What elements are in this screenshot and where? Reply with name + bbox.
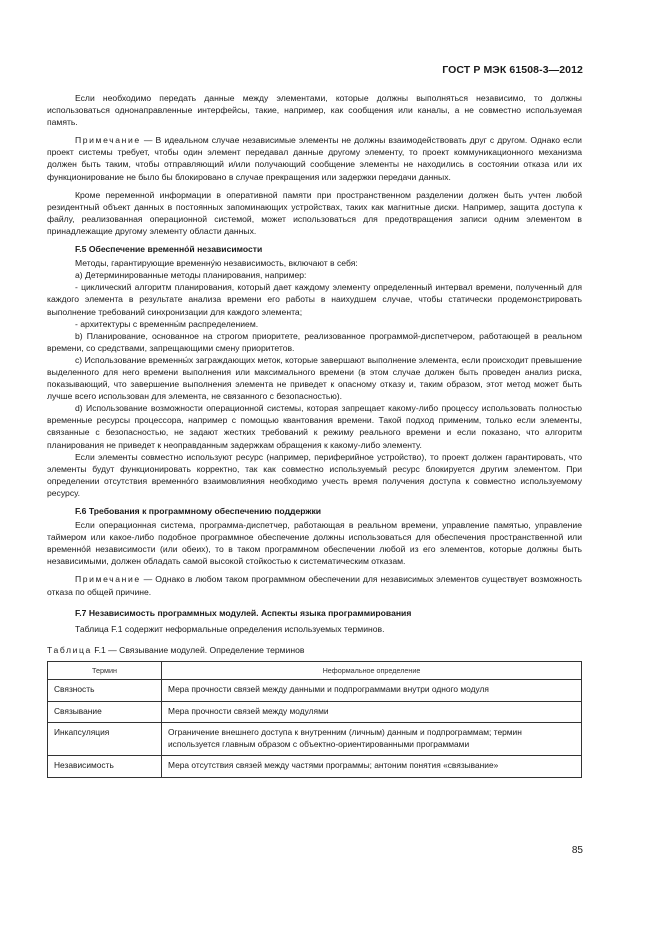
paragraph: Кроме переменной информации в оперативной памяти при пространственном разделении должен быть учтен любой резидентный объект данных в постоянных запоминающих устройствах, таких как магнитные диски. Например, защита доступа к файлу, реализованная операционной системой, может использоваться для предотвращения записи одним элементом в принадлежащие другому элементу области данных. <box>47 189 582 236</box>
column-header-definition: Неформальное определение <box>162 661 582 680</box>
page-content <box>47 92 582 778</box>
paragraph: d) Использование возможности операционной системы, которая запрещает какому-либо процессу использовать полностью временные ресурсы процессора, например с помощью квантования времени. Такой подход применим, только если элементы, связанные с безопасностью, не задают жестких требований к режиму реального времени и если показано, что алгоритм планирования не приведет к неоправданным задержкам обращения к какому-либо элементу. <box>47 403 582 450</box>
term-cell: Связывание <box>48 701 162 723</box>
term-cell: Связность <box>48 680 162 702</box>
page-number: 85 <box>571 845 583 856</box>
table-caption <box>47 644 582 656</box>
paragraph: Если элементы совместно используют ресурс (например, периферийное устройство), то проект должен гарантировать, что элементы будут функционировать корректно, так как совместно используемый ресурс блокируется другим элементом. При определении отсутствия временно́го взаимовлияния необходимо учесть время получения доступа к совместно используемому ресурсу. <box>47 451 582 498</box>
paragraph: c) Использование временны́х заграждающих меток, которые завершают выполнение элемента, если происходит превышение выделенного для него времени выполнения или максимального времени (в этом случае должен быть проведен анализ риска, показывающий, что завершение выполнения элемента не приведет к опасному отказу и, таким образом, этот метод может быть лучше всего использован для элемента, не связанного с безопасностью). <box>47 354 582 402</box>
section-heading-f6: F.6 Требования к программному обеспечению поддержки <box>75 506 322 516</box>
paragraph: Если необходимо передать данные между элементами, которые должны выполняться независимо, то должны использоваться однонаправленные интерфейсы, такие, например, как сообщения или каналы, а не совместно используемая память. <box>47 93 582 128</box>
paragraph: b) Планирование, основанное на строгом приоритете, реализованное программой-диспетчером, работающей в реальном времени, со средствами, запрещающими смену приоритетов. <box>47 330 582 353</box>
paragraph: - архитектуры с временны́м распределением. <box>75 318 259 329</box>
definition-cell: Мера прочности связей между модулями <box>162 701 582 723</box>
paragraph: Если операционная система, программа-диспетчер, работающая в реальном времени, управление памятью, управление таймером или какое-либо подобное программное обеспечение должны использоваться для обеспечения пространственной или временно́й независимости (или обеих), то в таком программном обеспечении любой из его элементов, которые должны быть независимыми, должен обладать самой высокой стойкостью к систематическим отказам. <box>47 520 582 567</box>
paragraph: Методы, гарантирующие временну́ю независимость, включают в себя: <box>75 258 358 269</box>
term-cell: Независимость <box>48 756 162 778</box>
note <box>47 134 582 182</box>
table-row <box>48 756 582 778</box>
definition-cell: Мера отсутствия связей между частями программы; антоним понятия «связывание» <box>162 756 582 778</box>
section-heading-f7: F.7 Независимость программных модулей. Аспекты языка программирования <box>75 607 412 618</box>
paragraph: a) Детерминированные методы планирования, например: <box>75 270 307 281</box>
table-row <box>48 680 582 702</box>
note-label: Примечание <box>75 135 141 146</box>
page-header: ГОСТ Р МЭК 61508-3—2012 <box>442 64 583 76</box>
section-heading-f5: F.5 Обеспечение временно́й независимости <box>75 244 263 255</box>
definition-cell: Мера прочности связей между данными и подпрограммами внутри одного модуля <box>162 680 582 702</box>
table-header-row <box>48 661 582 680</box>
terms-table <box>47 661 582 778</box>
note-label: Примечание <box>75 574 141 585</box>
term-cell: Инкапсуляция <box>48 723 162 756</box>
note-text: — Однако в любом таком программном обеспечении для независимых элементов существует возможность отказа по общей причине. <box>47 574 582 597</box>
table-row <box>48 701 582 723</box>
table-row <box>48 723 582 756</box>
column-header-term: Термин <box>48 661 162 680</box>
note-text: — В идеальном случае независимые элементы не должны взаимодействовать друг с другом. Однако если проект системы требует, чтобы один элемент передавал данные другому элементу, то проект коммуникационного механизма должен быть таким, чтобы отправляющий и/или получающий сообщение элементы не находились в состоянии отказа или их функционирование не было бы блокировано в случае прекращения или задержки передачи данных. <box>47 135 582 182</box>
paragraph: - циклический алгоритм планирования, который дает каждому элементу определенный интервал времени, полученный для каждого элемента в результате анализа времени его работы в наихудшем случае, чтобы статически продемонстрировать выполнение требований синхронизации для каждого элемента; <box>47 282 582 317</box>
definition-cell: Ограничение внешнего доступа к внутренним (личным) данным и подпрограммам; термин используется главным образом с объектно-ориентированными программами <box>162 723 582 756</box>
paragraph: Таблица F.1 содержит неформальные определения используемых терминов. <box>75 623 385 634</box>
table-caption-text: F.1 — Связывание модулей. Определение терминов <box>91 644 305 655</box>
table-caption-label: Таблица <box>47 644 92 655</box>
note <box>47 573 582 597</box>
